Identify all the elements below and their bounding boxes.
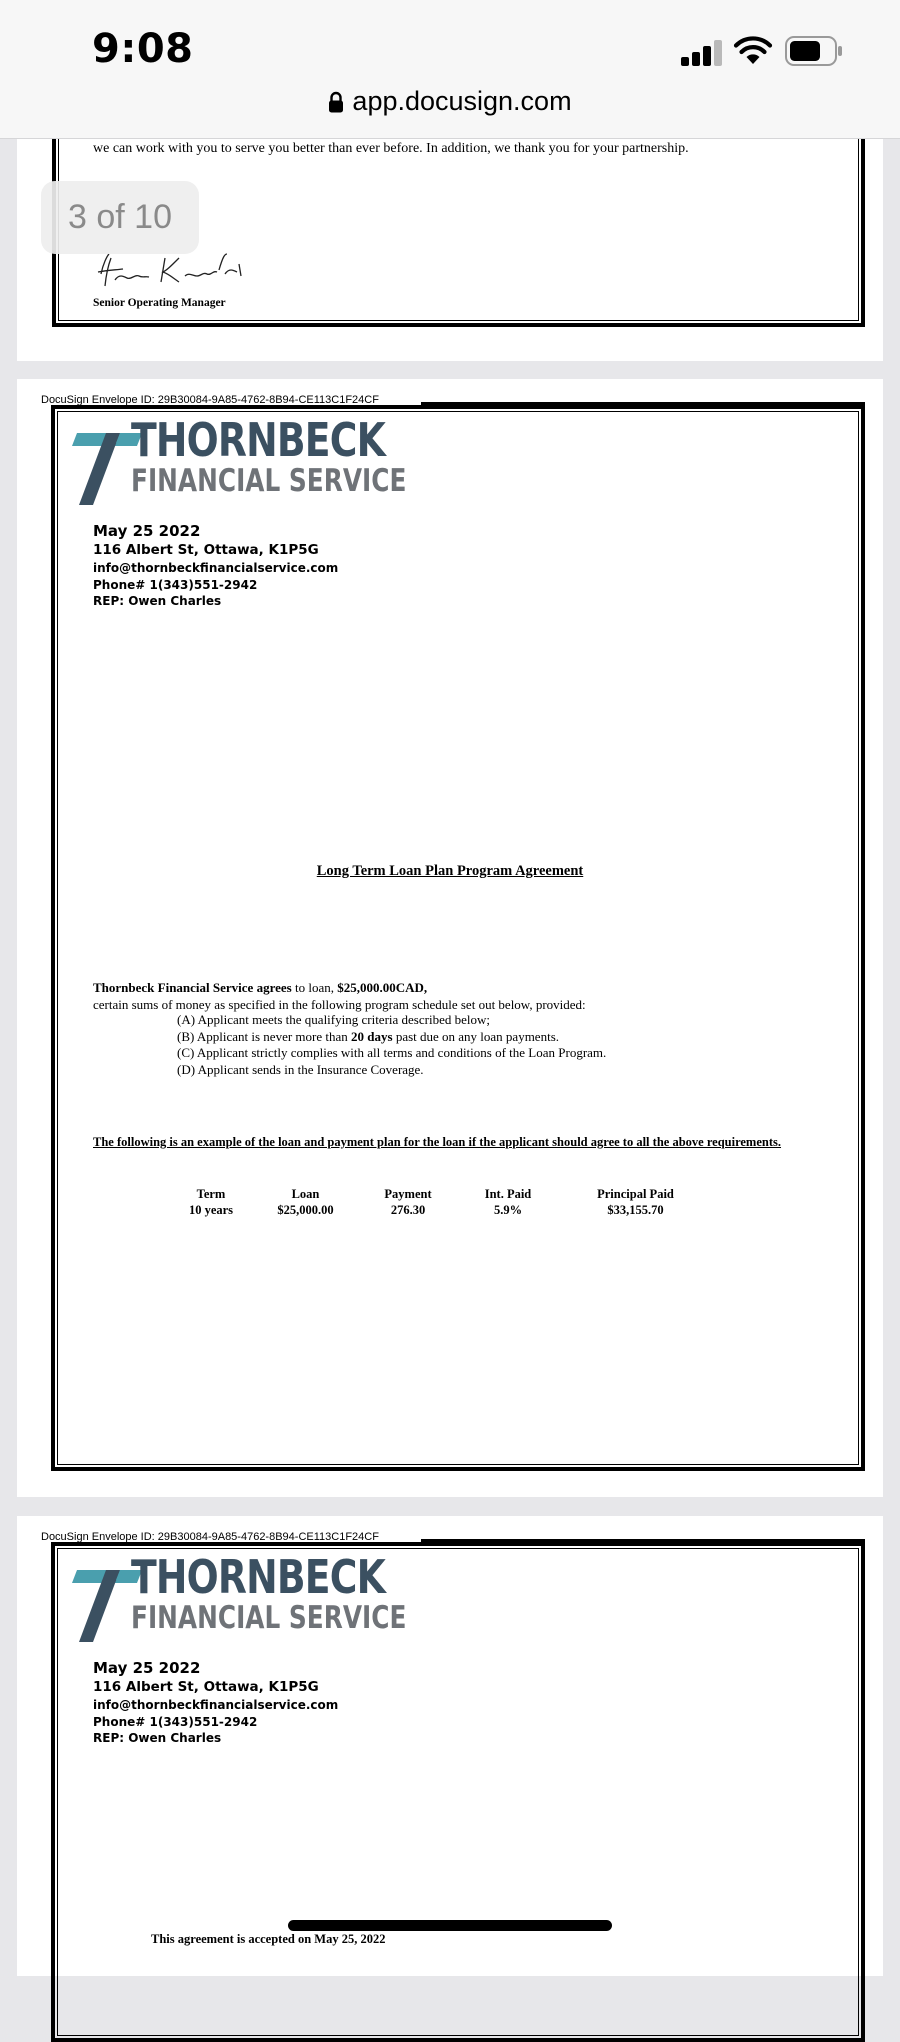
table-cell: 276.30 — [390, 1203, 426, 1217]
browser-status-bar — [0, 0, 900, 139]
document-page-4 — [17, 379, 883, 1497]
address-bar[interactable] — [0, 86, 900, 117]
letterhead-info — [93, 1659, 338, 1747]
letter-date: May 25 2022 — [93, 1659, 201, 1677]
logo-subtitle: FINANCIAL SERVICE — [131, 463, 407, 499]
status-time: 9:08 — [92, 26, 194, 72]
document-page-5 — [17, 1516, 883, 1976]
example-heading: The following is an example of the loan and payment plan for the loan if the applicant should agree to all the above requirements. — [93, 1135, 782, 1149]
battery-icon — [785, 36, 843, 66]
company-email: info@thornbeckfinancialservice.com — [93, 1698, 339, 1712]
home-indicator[interactable] — [288, 1920, 612, 1931]
company-address: 116 Albert St, Ottawa, K1P5G — [93, 542, 319, 558]
logo-title: THORNBECK — [131, 413, 386, 467]
table-cell: $25,000.00 — [277, 1203, 334, 1217]
wifi-icon — [733, 34, 773, 66]
company-address: 116 Albert St, Ottawa, K1P5G — [93, 1679, 319, 1695]
url-text: app.docusign.com — [352, 86, 572, 116]
table-header: Principal Paid — [597, 1187, 674, 1201]
condition-b: (B) Applicant is never more than 20 days past due on any loan payments. — [177, 1028, 559, 1044]
company-rep: REP: Owen Charles — [93, 1731, 222, 1745]
table-cell: $33,155.70 — [607, 1203, 664, 1217]
condition-c: (C) Applicant strictly complies with all terms and conditions of the Loan Program. — [177, 1045, 607, 1060]
table-cell: 10 years — [188, 1203, 234, 1217]
envelope-id: DocuSign Envelope ID: 29B30084-9A85-4762-8B94-CE113C1F24CF — [41, 1531, 379, 1543]
loan-table — [169, 1186, 713, 1218]
page-counter: 3 of 10 — [41, 181, 199, 254]
table-header: Term — [196, 1187, 226, 1201]
company-email: info@thornbeckfinancialservice.com — [93, 561, 339, 575]
company-phone: Phone# 1(343)551-2942 — [93, 1714, 258, 1729]
loan-conditions — [177, 1012, 606, 1078]
table-header-row — [169, 1186, 713, 1202]
agree-mid: to loan, — [291, 980, 338, 995]
logo-subtitle: FINANCIAL SERVICE — [131, 1600, 407, 1636]
letterhead-info — [93, 522, 338, 610]
acceptance-line: This agreement is accepted on May 25, 2022 — [151, 1932, 386, 1946]
agree-line2: certain sums of money as specified in the following program schedule set out below, provided: — [93, 996, 586, 1012]
envelope-id: DocuSign Envelope ID: 29B30084-9A85-4762-8B94-CE113C1F24CF — [41, 394, 379, 406]
partnership-text: we can work with you to serve you better than ever before. In addition, we thank you for your partnership. — [93, 141, 689, 156]
table-row — [169, 1202, 713, 1218]
lock-icon — [328, 91, 344, 113]
logo-title: THORNBECK — [131, 1550, 386, 1604]
table-cell: 5.9% — [493, 1203, 523, 1217]
signer-title: Senior Operating Manager — [93, 297, 226, 309]
agree-lender: Thornbeck Financial Service agrees — [93, 980, 292, 995]
agreement-title: Long Term Loan Plan Program Agreement — [316, 863, 584, 879]
company-rep: REP: Owen Charles — [93, 594, 222, 608]
table-header: Int. Paid — [484, 1187, 532, 1201]
table-header: Payment — [384, 1187, 432, 1201]
table-header: Loan — [291, 1187, 320, 1201]
letter-date: May 25 2022 — [93, 522, 201, 540]
condition-d: (D) Applicant sends in the Insurance Coverage. — [177, 1061, 424, 1077]
signal-icon — [681, 38, 725, 66]
loan-amount: $25,000.00CAD, — [337, 980, 428, 995]
company-phone: Phone# 1(343)551-2942 — [93, 577, 258, 592]
agreement-intro — [93, 980, 586, 1013]
condition-a: (A) Applicant meets the qualifying criteria described below; — [177, 1012, 490, 1027]
